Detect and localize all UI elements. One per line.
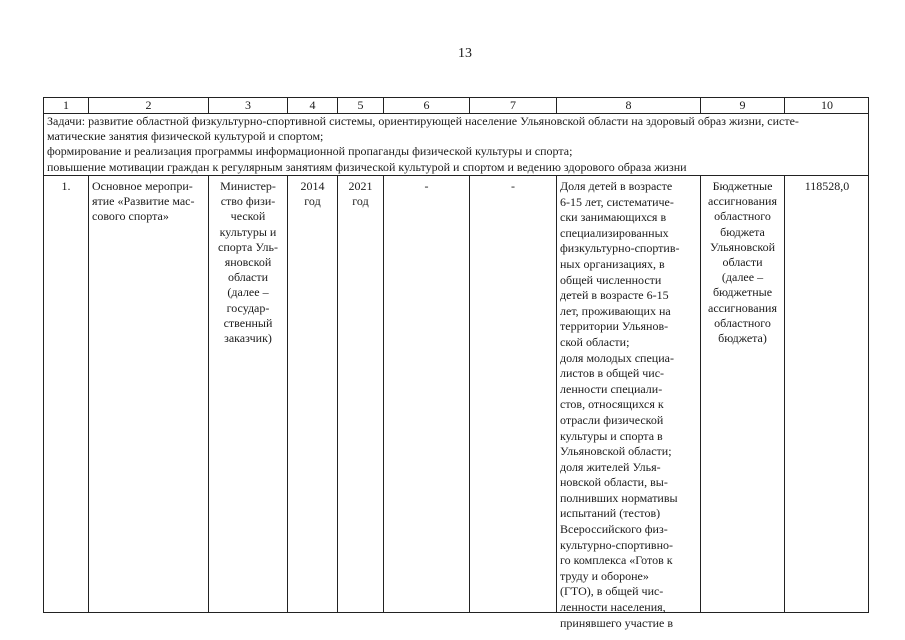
executor-line: ственный [223,315,273,330]
executor-line: яновской [224,255,272,270]
header-col-8: 8 [625,98,632,112]
header-col-1: 1 [63,98,69,112]
event-name-line: сового спорта» [92,209,169,224]
program-table [43,97,869,630]
executor-line: области [227,270,269,285]
column-divider [383,176,384,612]
indicator-line: лет, проживающих на [560,303,671,318]
end-year-unit: год [352,194,369,209]
tasks-line: повышение мотивации граждан к регулярным занятиям физической культурой и спортом и ведению здорового образа жизни [47,159,687,174]
event-name [92,179,206,225]
indicator-line: специализированных [560,225,669,240]
indicator-line: территории Ульянов- [560,319,669,334]
executor [209,179,287,346]
funding-source-line: (далее – [721,270,764,285]
indicator-line: принявшего участие в [560,615,673,630]
executor-line: Министер- [220,179,276,193]
funding-source-line: областного [714,209,771,224]
col7-value: - [511,179,515,193]
indicator-line: (ГТО), в общей чис- [560,584,664,599]
funding-amount: 118528,0 [804,179,850,193]
indicator-line: Ульяновской области; [560,444,672,459]
executor-line: спорта Уль- [218,239,278,254]
tasks-line: Задачи: развитие областной физкультурно-спортивной системы, ориентирующей население Ульяновской области на здоровый образ жизни, систе- [47,114,799,128]
start-year-unit: год [304,194,321,209]
indicator-line: ски занимающихся в [560,210,667,225]
indicator-line: общей численности [560,272,662,287]
indicator-line: труду и обороне» [560,568,649,583]
indicator-line: ской области; [560,334,630,349]
header-col-4: 4 [309,98,316,112]
indicator-line: Доля детей в возрасте [560,179,673,193]
funding-source-line: Ульяновской [709,239,776,254]
header-col-9: 9 [739,98,746,112]
end-year [338,179,383,209]
indicator-line: Всероссийского физ- [560,522,668,537]
executor-line: (далее – [227,285,269,300]
event-name-line: Основное меропри- [92,179,193,193]
indicator-line: новской области, вы- [560,475,668,490]
col6-value: - [424,179,429,193]
start-year [288,179,337,209]
funding-source-line: бюджета [720,224,765,239]
indicator-line: физкультурно-спортив- [560,241,680,256]
indicator-line: культуры и спорта в [560,428,663,443]
executor-line: заказчик) [224,331,272,346]
executor-line: государ- [226,300,270,315]
page-number: 13 [458,46,472,61]
start-year-value: 2014 [300,179,325,193]
indicator-line: полнивших нормативы [560,490,678,505]
funding-source [701,179,784,346]
event-name-line: ятие «Развитие мас- [92,194,195,209]
header-col-5: 5 [357,98,364,112]
tasks-row-divider [44,175,868,176]
funding-source-line: бюджета) [718,331,767,346]
column-divider [337,176,338,612]
indicator-line: 6-15 лет, систематиче- [560,194,674,209]
header-col-2: 2 [145,98,152,112]
end-year-value: 2021 [348,179,373,193]
column-divider [469,176,470,612]
executor-line: ство физи- [220,194,276,209]
tasks-text [47,114,867,175]
indicator-line: листов в общей чис- [560,366,665,381]
tasks-line: формирование и реализация программы информационной пропаганды физической культуры и спорта; [47,144,573,159]
indicator-line: го комплекса «Готов к [560,553,673,568]
header-col-3: 3 [245,98,251,112]
funding-source-line: Бюджетные [712,179,773,193]
indicators [560,179,697,631]
funding-source-line: ассигнования [708,194,777,209]
tasks-line: матические занятия физической культурой и спортом; [47,129,324,144]
indicator-line: ленности специали- [560,381,663,396]
funding-source-line: областного [714,315,771,330]
column-divider [287,176,288,612]
column-divider [784,176,785,612]
column-divider [88,176,89,612]
indicator-line: доля жителей Улья- [560,459,661,474]
indicator-line: доля молодых специа- [560,350,674,365]
header-col-10: 10 [821,98,833,112]
indicator-line: ленности населения, [560,600,666,615]
column-divider [556,176,557,612]
executor-line: культуры и [219,224,277,239]
indicator-line: детей в возрасте 6-15 [560,288,669,303]
executor-line: ческой [230,209,266,224]
funding-source-line: ассигнования [708,300,777,315]
indicator-line: отрасли физической [560,412,664,427]
row-number: 1. [61,179,71,193]
header-col-6: 6 [423,98,430,112]
indicator-line: культурно-спортивно- [560,537,673,552]
indicator-line: ных организациях, в [560,256,665,271]
funding-source-line: области [722,255,763,270]
indicator-line: стов, относящихся к [560,397,664,412]
header-col-7: 7 [510,98,516,112]
indicator-line: испытаний (тестов) [560,506,661,521]
funding-source-line: бюджетные [712,285,773,300]
